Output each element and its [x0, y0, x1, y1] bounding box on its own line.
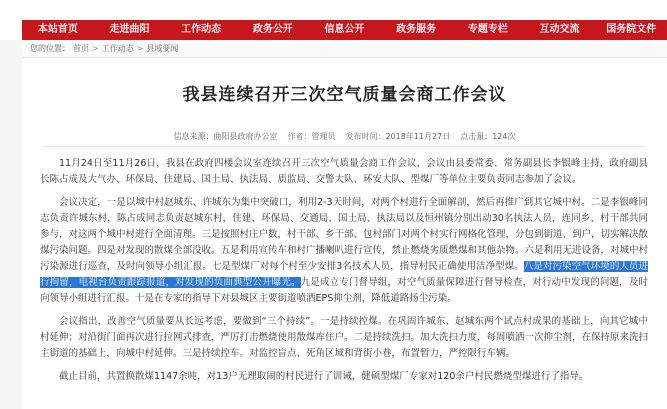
article-body[interactable] — [40, 156, 648, 392]
breadcrumb-work-news[interactable]: 工作动态 — [101, 43, 134, 53]
paragraph-2 — [40, 195, 648, 307]
selected-text-2[interactable]: 电视台负责跟踪报道，对发现的负面典型公开曝光。 — [78, 277, 301, 288]
meta-views-label: 点击量： — [460, 132, 493, 141]
nav-info-open[interactable]: 信息公开 — [324, 24, 365, 35]
meta-author-label: 作者： — [287, 132, 312, 141]
paragraph-2-text-a: 会议决定，一是以城中村赵城东、许城东为集中突破口，利用2-3天时间，对两个村进行全面解剖，然后再推广到其它城中村。二是李银峰同志负责许城东村，陈占成同志负责赵城东村，住建、环保局、交通局、国土局、执法局以及恒州镇分别出动30名执法人员，连同乡、村干部共同参与，对这两个城中村进行全面清理。三是按照村庄户数，村干部、乡干部、包村部门对两个村实行网格化管理，分包到街道、到户，切实解决散煤污染问题。四是对发现的散煤全部没收。五是利用宣传车和村广播喇叭进行宣传，禁止燃烧劣质燃煤和其他杂物。六是利用无进设备，对城中村污染源进行巡查，及时向领导小组汇报。七是型煤厂对每个村至少安排3名技术人员，指导村民正确使用洁净型煤。 — [40, 197, 649, 272]
paragraph-3: 会议指出，改善空气质量要从长远考虑，要做到“三个持续”。一是持续控煤。在巩固许城东、赵城东两个试点村成果的基础上，向其它城中村延伸；对沿街门面再次进行拉网式排查，严厉打击燃烧使用散煤库住户。二是持续洗扫。加大洗扫力度，每周喷洒一次抑尘剂，在保持原来洗扫主街道的基础上，向城中村延伸。三是持续控车。对监控盲点、死角区域和背街小巷，布置暂力，严控限行车辆。 — [40, 316, 649, 359]
breadcrumb-separator: > — [136, 43, 144, 53]
breadcrumb-home[interactable]: 首页 — [73, 43, 89, 53]
meta-views-value: 124次 — [492, 132, 516, 141]
meta-views — [460, 131, 515, 142]
nav-topics[interactable]: 专题专栏 — [467, 24, 508, 35]
header-bar — [0, 0, 667, 40]
article-meta — [22, 131, 667, 142]
nav-interaction[interactable]: 互动交流 — [539, 24, 580, 35]
breadcrumb-separator: > — [92, 43, 99, 53]
nav-work-news[interactable]: 工作动态 — [181, 24, 222, 35]
paragraph-2-text-b: 九是成立专门督导组，对空气质量保障进行督导检查，对行动中发现的问题，及时向领导小组进行汇报。十是在专家的指导下对县城区主要街道喷洒EPS抑尘剂，降低道路扬尘污染。 — [40, 277, 648, 304]
meta-time-label: 发布时间： — [345, 132, 386, 141]
meta-time-value: 2018年11月27日 — [385, 132, 451, 141]
meta-time — [346, 131, 451, 142]
meta-author-value: 管理员 — [311, 132, 336, 141]
meta-source-label: 信息来源： — [173, 132, 214, 141]
main-nav — [22, 20, 667, 40]
meta-source-value: 曲阳县政府办公室 — [213, 132, 278, 141]
nav-state-docs[interactable]: 国务院文件 — [606, 24, 657, 35]
article-page — [22, 58, 667, 409]
breadcrumb-prefix: 您的位置： — [30, 43, 70, 53]
article-title: 我县连续召开三次空气质量会商工作会议 — [182, 85, 507, 105]
nav-gov-open[interactable]: 政务公开 — [252, 24, 293, 35]
selected-text-1[interactable]: 八是对污染空气环境的人员进行拘留， — [40, 261, 648, 288]
breadcrumb-county-news[interactable]: 县域要闻 — [146, 43, 179, 53]
breadcrumb — [22, 40, 667, 58]
nav-gov-service[interactable]: 政务服务 — [396, 24, 437, 35]
meta-author — [288, 131, 336, 142]
title-divider — [44, 146, 644, 147]
paragraph-1: 11月24日至11月26日，我县在政府四楼会议室连续召开三次空气质量会商工作会议，会议由县委常委、常务副县长李银峰主持，政府副县长陈占成及大气办、环保局、住建局、国土局、执法局、质监局、交警大队、环安大队、型煤厂等单位主要负责同志参加了会议。 — [40, 158, 648, 185]
paragraph-4: 截止目前，共置换散煤1147余吨，对13户无理取闹的村民进行了训诫，健硕型煤厂专家对120余户村民燃烧型煤进行了指导。 — [59, 371, 589, 382]
meta-source — [174, 131, 278, 142]
nav-home[interactable]: 本站首页 — [37, 24, 78, 35]
nav-about-quyang[interactable]: 走进曲阳 — [109, 24, 150, 35]
